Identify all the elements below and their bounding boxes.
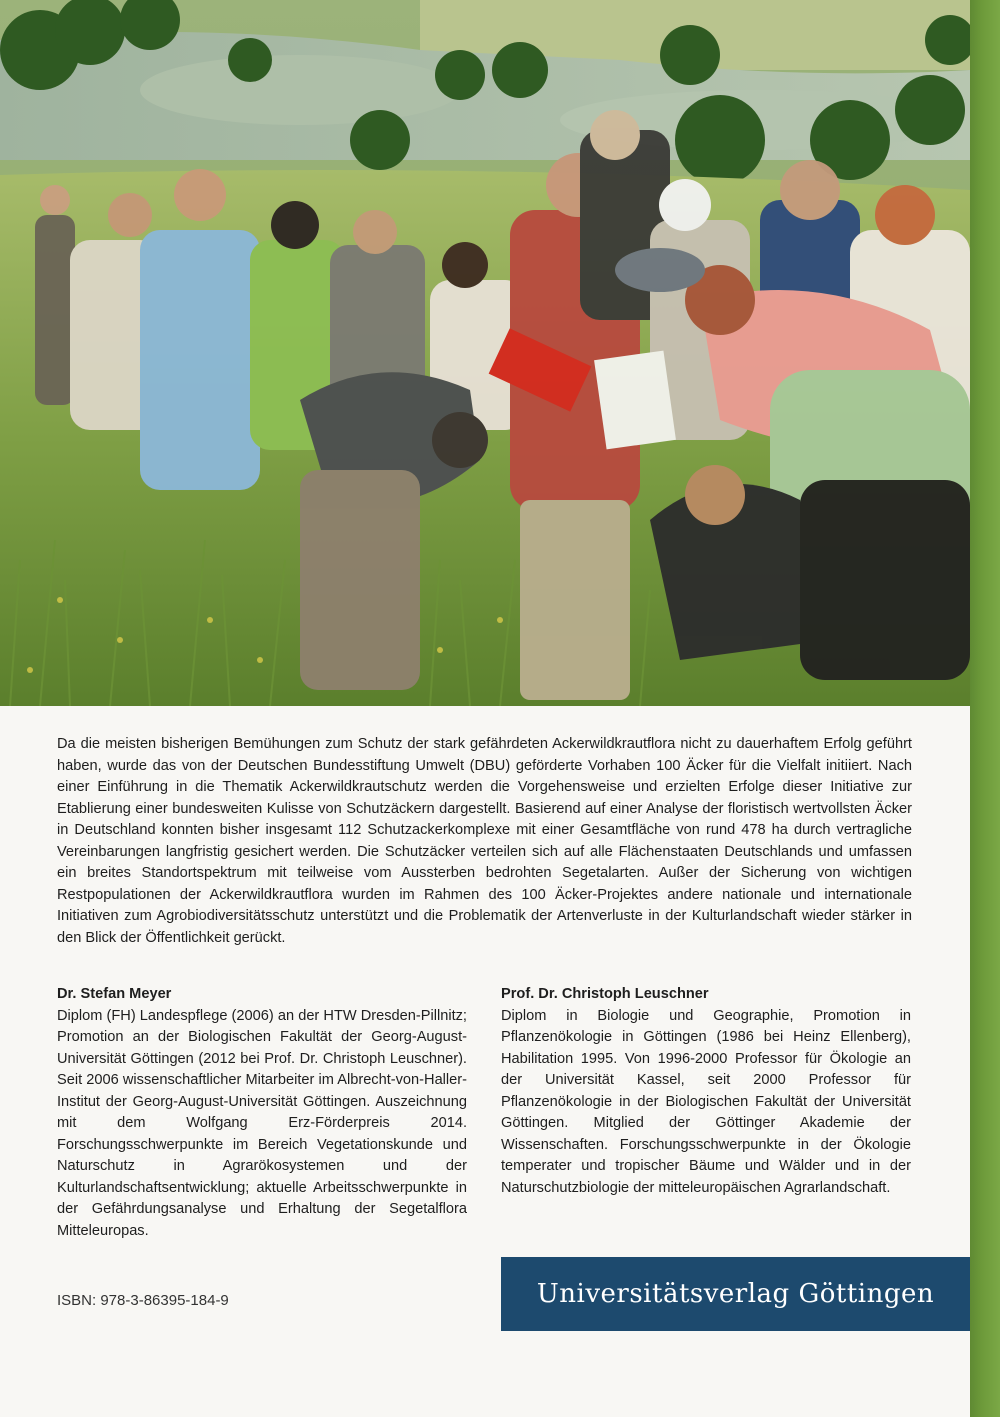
summary-text: Da die meisten bisherigen Bemühungen zum Schutz der stark gefährdeten Ackerwildkrautflora nicht zu dauerhaftem Erfolg geführt haben, wurde das von der Deutschen Bundesstiftung Umwelt (DBU) geförderte Vorhaben 100 Äcker für die Vielfalt initiiert. Nach einer Einführung in die Thematik Ackerwildkrautschutz werden die Vorgehensweise und erzielten Erfolge dieser Initiative zur Etablierung einer bundesweiten Kulisse von Schutzäckern dargestellt. Basierend auf einer Analyse der floristisch wertvollsten Äcker in Deutschland konnten bisher insgesamt 112 Schutzackerkomplexe mit einer Gesamtfläche von rund 478 ha durch vertragliche Vereinbarungen langfristig gesichert werden. Die Schutzäcker verteilen sich auf alle Flächenstaaten Deutschlands und umfassen ein breites Standortspektrum mit teilweise vom Aussterben bedrohten Segetalarten. Außer der Sicherung von wichtigen Restpopulationen der Ackerwildkrautflora wurden im Rahmen des 100 Äcker-Projektes andere nationale und internationale Initiativen zum Agrobiodiversitätsschutz unterstützt und die Problematik der Artenverluste in der Kulturlandschaft wieder stärker in den Blick der Öffentlichkeit gerückt.	[57, 736, 912, 946]
author-name: Prof. Dr. Christoph Leuschner	[501, 986, 709, 1002]
author-bio-text: Diplom in Biologie und Geographie, Promotion in Pflanzenökologie in Göttingen (1986 bei Heinz Ellenberg), Habilitation 1995. Von 1996-2000 Professor für Ökologie an der Universität Kassel, seit 2000 Professor für Pflanzenökologie in der Biologischen Fakultät der Universität Göttingen. Mitglied der Göttinger Akademie der Wissenschaften. Forschungsschwerpunkte in der Ökologie temperater und tropischer Bäume und Wälder und in der Naturschutzbiologie der mitteleuropäischen Agrarlandschaft.	[501, 1007, 911, 1196]
author-bio-text: Diplom (FH) Landespflege (2006) an der HTW Dresden-Pillnitz; Promotion an der Biologischen Fakultät der Georg-August-Universität Göttingen (2012 bei Prof. Dr. Christoph Leuschner). Seit 2006 wissenschaftlicher Mitarbeiter im Albrecht-von-Haller-Institut der Georg-August-Universität Göttingen. Auszeichnung mit dem Wolfgang Erz-Förderpreis 2014. Forschungsschwerpunkte im Bereich Vegetationskunde und Naturschutz in Agrarökosystemen und der Kulturlandschaftsentwicklung; aktuelle Arbeitsschwerpunkte in der Gefährdungsanalyse und Erhaltung der Segetalflora Mitteleuropas.	[57, 1007, 467, 1239]
author-bio-meyer	[57, 984, 467, 1242]
publisher-name: Universitätsverlag Göttingen	[536, 1279, 935, 1309]
author-name: Dr. Stefan Meyer	[57, 986, 172, 1002]
field-excursion-photo	[0, 0, 970, 706]
publisher-banner	[501, 1257, 970, 1331]
author-bio-leuschner	[501, 984, 911, 1199]
cover-photo	[0, 0, 970, 706]
isbn: ISBN: 978-3-86395-184-9	[57, 1292, 229, 1309]
cover-spine-stripe	[970, 0, 1000, 1417]
